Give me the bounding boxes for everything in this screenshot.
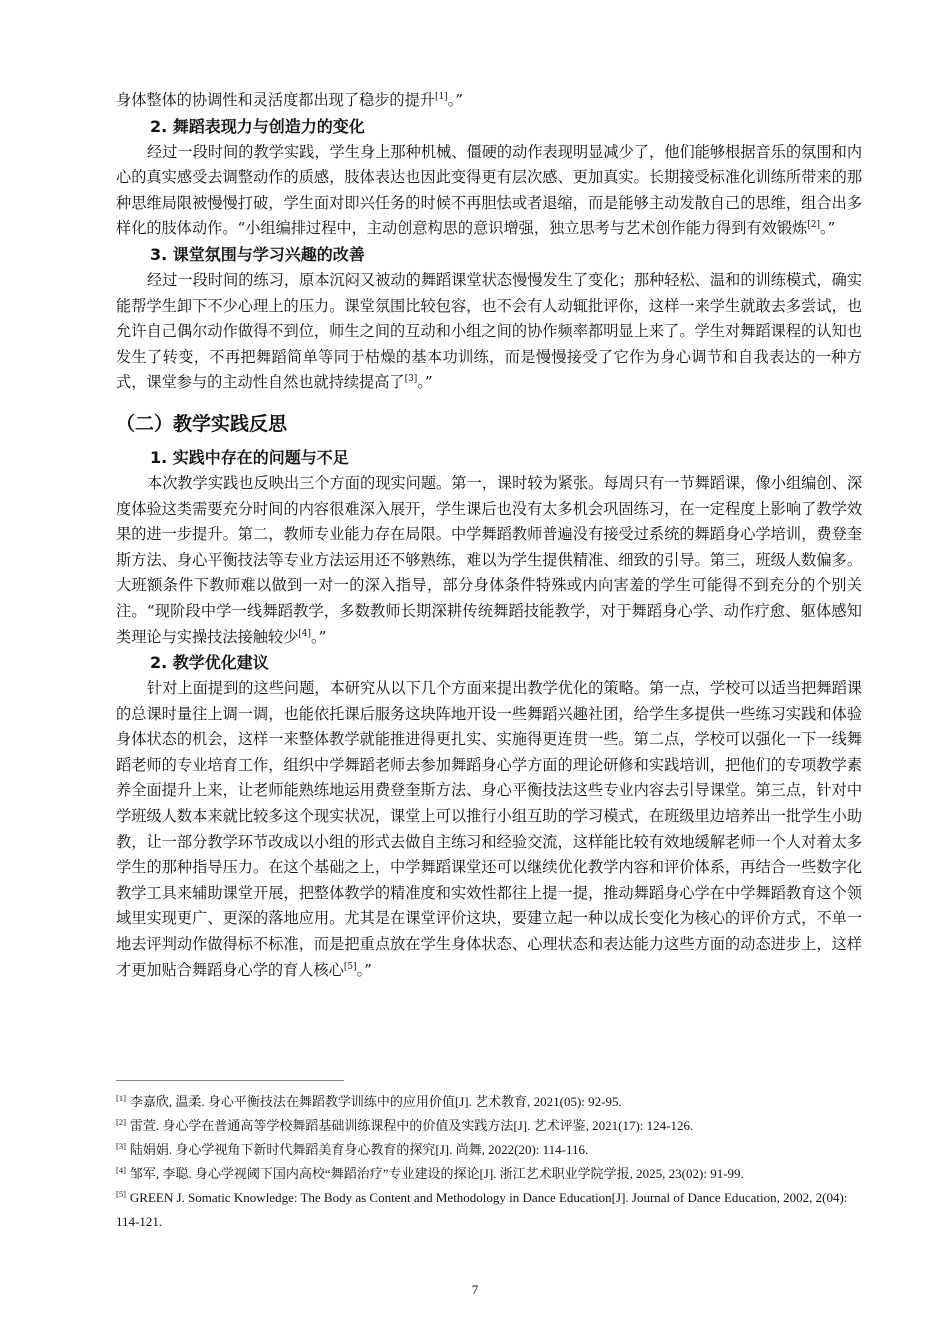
paragraph-text: 经过一段时间的练习，原本沉闷又被动的舞蹈课堂状态慢慢发生了变化；那种轻松、温和的训练模式，确实能帮学生卸下不少心理上的压力。课堂氛围比较包容，也不会有人动辄批评你，这样一来学生就敢去多尝试，也允许自己偶尔动作做得不到位，师生之间的互动和小组之间的协作频率都明显上来了。学生对舞蹈课程的认知也发生了转变，不再把舞蹈简单等同于枯燥的基本功训练，而是慢慢接受了它作为身心调节和自我表达的一种方式，课堂参与的主动性自然也就持续提高了 [116,270,862,392]
subheading-suggestions: 2. 教学优化建议 [150,653,269,673]
footnote-item [116,1090,862,1114]
footnote-divider [116,1080,344,1081]
footnote-number: [5] [116,1188,126,1199]
paragraph-tail: 。” [417,373,433,392]
footnote-number: [1] [116,1092,126,1103]
paragraph-classroom-atmosphere [116,268,862,396]
footnote-item [116,1114,862,1138]
citation-ref-2: [2] [807,220,820,231]
paragraph-text: 本次教学实践也反映出三个方面的现实问题。第一，课时较为紧张。每周只有一节舞蹈课，像小组编创、深度体验这类需要充分时间的内容很难深入展开，学生课后也没有太多机会巩固练习，在一定程度上影响了教学效果的进一步提升。第二，教师专业能力存在局限。中学舞蹈教师普遍没有接受过系统的舞蹈身心学培训，费登奎斯方法、身心平衡技法等专业方法运用还不够熟练，难以为学生提供精准、细致的引导。第三，班级人数偏多。大班额条件下教师难以做到一对一的深入指导，部分身体条件特殊或内向害羞的学生可能得不到充分的个别关注。“现阶段中学一线舞蹈教学，多数教师长期深耕传统舞蹈技能教学，对于舞蹈身心学、动作疗愈、躯体感知类理论与实操技法接触较少 [116,473,862,646]
carryover-tail: 。” [447,91,464,109]
paragraph-tail: 。” [356,960,372,979]
footnote-text: 陆娟娟. 身心学视角下新时代舞蹈美育身心教育的探究[J]. 尚舞, 2022(20): 114-116. [129,1142,589,1157]
citation-ref-3: [3] [404,374,418,385]
paragraph-expressiveness [116,140,862,242]
paragraph-problems [116,471,862,650]
page-number: 7 [471,1282,479,1297]
subheading-classroom-atmosphere: 3. 课堂氛围与学习兴趣的改善 [150,244,365,264]
footnote-text: 邹军, 李聪. 身心学视阈下国内高校“舞蹈治疗”专业建设的探论[J]. 浙江艺术职业学院学报, 2025, 23(02): 91-99. [129,1166,744,1181]
footnote-number: [2] [116,1116,126,1127]
paragraph-suggestions [116,676,862,983]
section-heading-reflection: （二）教学实践反思 [116,412,288,435]
carryover-paragraph [116,88,862,114]
footnote-text: 李嘉欣, 温柔. 身心平衡技法在舞蹈教学训练中的应用价值[J]. 艺术教育, 2021(05): 92-95. [129,1094,622,1109]
subheading-problems: 1. 实践中存在的问题与不足 [150,447,349,467]
paragraph-tail: 。” [819,219,836,238]
footnote-item [116,1162,862,1186]
footnotes [116,1090,862,1234]
carryover-text: 身体整体的协调性和灵活度都出现了稳步的提升 [116,91,435,109]
paragraph-text: 针对上面提到的这些问题，本研究从以下几个方面来提出教学优化的策略。第一点，学校可以适当把舞蹈课的总课时量往上调一调，也能依托课后服务这块阵地开设一些舞蹈兴趣社团，给学生多提供一些练习实践和体验身体状态的机会，这样一来整体教学就能推进得更扎实、实施得更连贯一些。第二点，学校可以强化一下一线舞蹈老师的专业培育工作，组织中学舞蹈老师去参加舞蹈身心学方面的理论研修和实践培训，把他们的专项教学素养全面提升上来，让老师能熟练地运用费登奎斯方法、身心平衡技法这些专业内容去引导课堂。第三点，针对中学班级人数本来就比较多这个现实状况，课堂上可以推行小组互助的学习模式，在班级里边培养出一批学生小助教，让一部分教学环节改成以小组的形式去做自主练习和经验交流，这样能比较有效地缓解老师一个人对着太多学生的那种指导压力。在这个基础之上，中学舞蹈课堂还可以继续优化教学内容和评价体系，再结合一些数字化教学工具来辅助课堂开展，把整体教学的精准度和实效性都往上提一提，推动舞蹈身心学在中学舞蹈教育这个领域里实现更广、更深的落地应用。尤其是在课堂评价这块，要建立起一种以成长变化为核心的评价方式，不单一地去评判动作做得标不标准，而是把重点放在学生身体状态、心理状态和表达能力这些方面的动态进步上，这样才更加贴合舞蹈身心学的育人核心 [116,679,862,979]
footnote-item [116,1186,862,1234]
footnote-text: 雷萱. 身心学在普通高等学校舞蹈基础训练课程中的价值及实践方法[J]. 艺术评鉴, 2021(17): 124-126. [129,1118,694,1133]
subheading-expressiveness: 2. 舞蹈表现力与创造力的变化 [150,116,365,136]
footnote-item [116,1138,862,1162]
citation-ref-4: [4] [298,628,311,639]
paragraph-text: 经过一段时间的教学实践，学生身上那种机械、僵硬的动作表现明显减少了，他们能够根据音乐的氛围和内心的真实感受去调整动作的质感，肢体表达也因此变得更有层次感、更加真实。长期接受标准化训练所带来的那种思维局限被慢慢打破，学生面对即兴任务的时候不再胆怯或者退缩，而是能够主动发散自己的思维，组合出多样化的肢体动作。“小组编排过程中，主动创意构思的意识增强，独立思考与艺术创作能力得到有效锻炼 [116,142,862,238]
main-content [116,88,862,983]
footnote-number: [3] [116,1140,126,1151]
footnote-number: [4] [116,1164,126,1175]
footnote-text: GREEN J. Somatic Knowledge: The Body as Content and Methodology in Dance Education[J]. Journal of Dance Education, 2002, 2(04): 114-121. [116,1190,848,1229]
paragraph-tail: 。” [311,627,327,646]
citation-ref-1: [1] [434,91,448,102]
citation-ref-5: [5] [343,961,357,972]
